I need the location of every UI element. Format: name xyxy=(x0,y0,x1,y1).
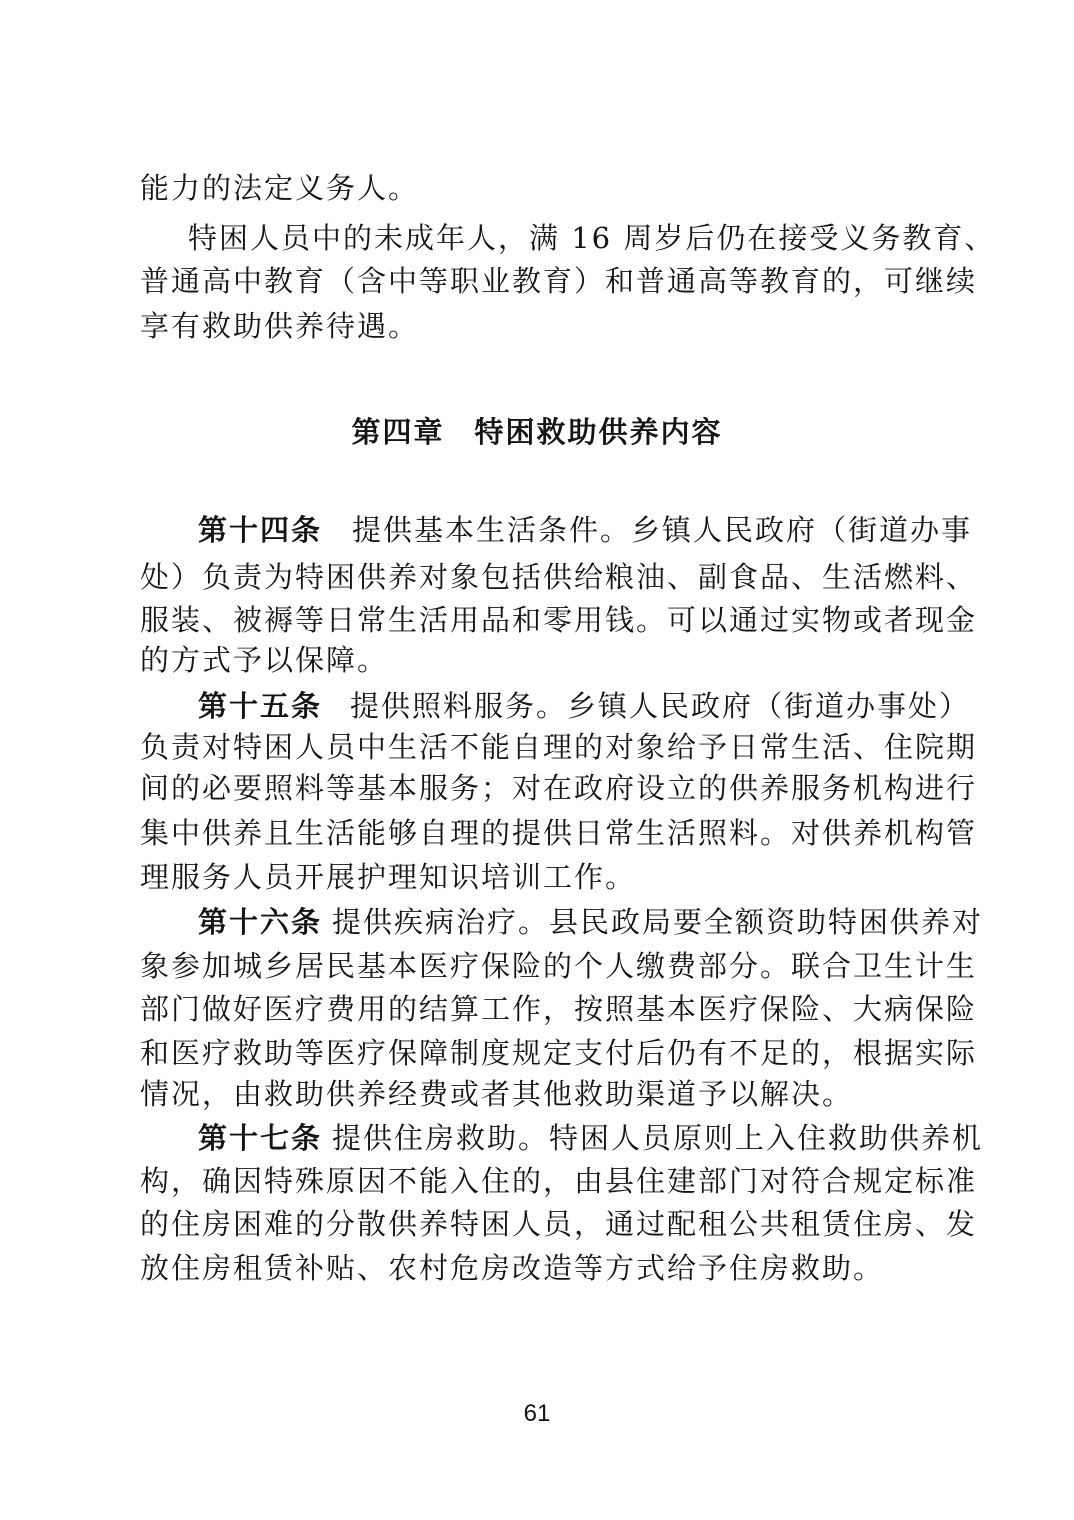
article-17-line: 第十七条 提供住房救助。特困人员原则上入住救助供养机 xyxy=(198,1121,984,1155)
paragraph-line: 享有救助供养待遇。 xyxy=(140,309,420,343)
paragraph-line: 部门做好医疗费用的结算工作，按照基本医疗保险、大病保险 xyxy=(140,992,978,1026)
article-17-label: 第十七条 xyxy=(198,1121,323,1155)
paragraph-line: 和医疗救助等医疗保障制度规定支付后仍有不足的，根据实际 xyxy=(140,1036,978,1070)
page-number: 61 xyxy=(523,1400,551,1427)
article-15-label: 第十五条 xyxy=(198,689,323,723)
paragraph-line: 情况，由救助供养经费或者其他救助渠道予以解决。 xyxy=(140,1077,854,1111)
chapter-title: 特困救助供养内容 xyxy=(474,415,723,449)
paragraph-line: 处）负责为特困供养对象包括供给粮油、副食品、生活燃料、 xyxy=(140,560,978,594)
paragraph-line: 象参加城乡居民基本医疗保险的个人缴费部分。联合卫生计生 xyxy=(140,949,978,983)
article-14-line: 第十四条 提供基本生活条件。乡镇人民政府（街道办事 xyxy=(198,513,973,547)
paragraph-line: 放住房租赁补贴、农村危房改造等方式给予住房救助。 xyxy=(140,1251,885,1285)
article-14-label: 第十四条 xyxy=(198,513,323,547)
paragraph-line: 间的必要照料等基本服务；对在政府设立的供养服务机构进行 xyxy=(140,771,978,805)
paragraph-line: 的住房困难的分散供养特困人员，通过配租公共租赁住房、发 xyxy=(140,1207,978,1241)
article-16-line: 第十六条 提供疾病治疗。县民政局要全额资助特困供养对 xyxy=(198,905,984,939)
paragraph-line: 集中供养且生活能够自理的提供日常生活照料。对供养机构管 xyxy=(140,816,978,850)
paragraph-line: 普通高中教育（含中等职业教育）和普通高等教育的，可继续 xyxy=(140,264,978,298)
chapter-number: 第四章 xyxy=(351,415,445,449)
paragraph-line: 特困人员中的未成年人，满 16 周岁后仍在接受义务教育、 xyxy=(188,221,996,255)
paragraph-line: 的方式予以保障。 xyxy=(140,643,389,677)
article-15-line: 第十五条 提供照料服务。乡镇人民政府（街道办事处） xyxy=(198,689,971,723)
paragraph-line: 理服务人员开展护理知识培训工作。 xyxy=(140,860,637,894)
paragraph-line: 负责对特困人员中生活不能自理的对象给予日常生活、住院期 xyxy=(140,730,978,764)
paragraph-line: 服装、被褥等日常生活用品和零用钱。可以通过实物或者现金 xyxy=(140,603,978,637)
paragraph-line: 能力的法定义务人。 xyxy=(140,171,420,205)
paragraph-line: 构，确因特殊原因不能入住的，由县住建部门对符合规定标准 xyxy=(140,1164,978,1198)
chapter-heading xyxy=(0,408,1074,456)
article-16-label: 第十六条 xyxy=(198,905,323,939)
